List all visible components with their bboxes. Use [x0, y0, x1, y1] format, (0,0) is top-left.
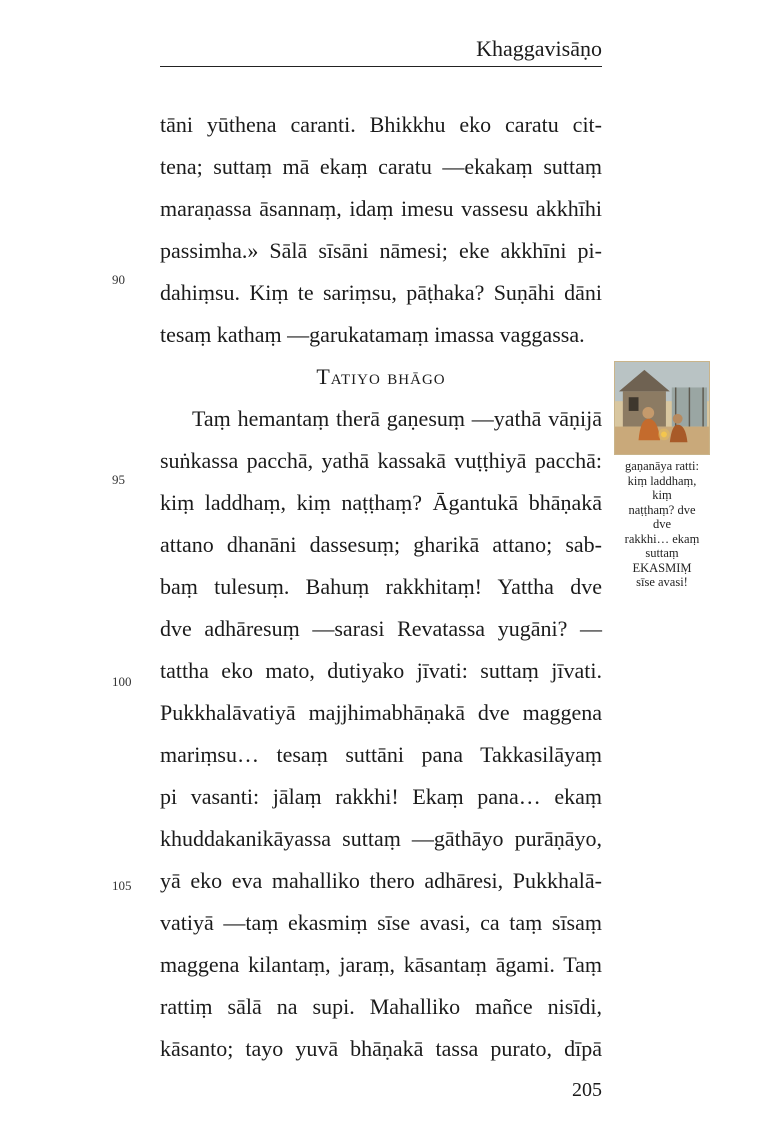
text-line: Taṃ hemantaṃ therā gaṇesuṃ —yathā vāṇijā: [192, 406, 602, 431]
sidenote-line: dve: [652, 517, 672, 531]
sidenote-line: sīse avasi!: [636, 575, 688, 589]
text-line: dve adhāresuṃ —sarasi Revatassa yugāni? —: [160, 616, 602, 641]
text-line: maggena kilantaṃ, jaraṃ, kāsantaṃ āgami. Taṃ: [160, 952, 602, 977]
text-line: mariṃsu… tesaṃ suttāni pana Takkasilāyaṃ: [160, 742, 602, 767]
text-line: tattha eko mato, dutiyako jīvati: suttaṃ jīvati.: [160, 658, 602, 683]
text-line: rattiṃ sālā na supi. Mahalliko mañce nisīdi,: [160, 994, 602, 1019]
running-head: Khaggavisāṇo: [476, 36, 602, 61]
text-line: attano dhanāni dassesuṃ; gharikā attano; sab-: [160, 532, 602, 557]
text-line: khuddakanikāyassa suttaṃ —gāthāyo purāṇāyo,: [160, 826, 602, 851]
text-line: kiṃ laddhaṃ, kiṃ naṭṭhaṃ? Āgantukā bhāṇakā: [160, 490, 602, 515]
main-text: [160, 104, 602, 1070]
text-line: pi vasanti: jālaṃ rakkhi! Ekaṃ pana… ekaṃ: [160, 784, 602, 809]
section-heading: Tatiyo bhāgo: [316, 364, 446, 389]
sidenote-line: gaṇanāya ratti:: [625, 459, 699, 473]
line-number: 105: [112, 878, 132, 893]
text-line: yā eko eva mahalliko thero adhāresi, Pukkhalā-: [160, 868, 602, 893]
text-line: Pukkhalāvatiyā majjhimabhāṇakā dve maggena: [160, 700, 602, 725]
sidenote-line: EKASMIṂ: [632, 560, 692, 575]
text-line: baṃ tulesuṃ. Bahuṃ rakkhitaṃ! Yattha dve: [160, 574, 602, 599]
sidenote-line: kiṃ: [652, 488, 672, 502]
text-line: kāsanto; tayo yuvā bhāṇakā tassa purato, dīpā: [160, 1036, 602, 1061]
sidenote-illustration: [614, 361, 710, 455]
text-line: suṅkassa pacchā, yathā kassakā vuṭṭhiyā pacchā:: [160, 448, 602, 473]
text-line: dahiṃsu. Kiṃ te sariṃsu, pāṭhaka? Suṇāhi dāni: [160, 280, 602, 305]
text-line: tāni yūthena caranti. Bhikkhu eko caratu cit-: [160, 112, 602, 137]
page-number: 205: [572, 1079, 602, 1101]
text-line: maraṇassa āsannaṃ, idaṃ imesu vassesu akkhīhi: [160, 196, 602, 221]
sidenote-line: rakkhi… ekaṃ: [624, 531, 700, 546]
text-line: passimha.» Sālā sīsāni nāmesi; eke akkhīni pi-: [160, 238, 602, 263]
sidenote-line: suttaṃ: [645, 546, 679, 560]
line-number: 90: [112, 272, 125, 287]
sidenote-caption: [612, 459, 712, 590]
sidenote-line: kiṃ laddhaṃ,: [627, 473, 697, 488]
text-line: vatiyā —taṃ ekasmiṃ sīse avasi, ca taṃ sīsaṃ: [160, 910, 602, 935]
text-line: tesaṃ kathaṃ —garukatamaṃ imassa vaggassa.: [160, 322, 585, 347]
header-rule: [160, 66, 602, 67]
line-number: 100: [112, 674, 132, 689]
line-number: 95: [112, 472, 125, 487]
text-line: tena; suttaṃ mā ekaṃ caratu —ekakaṃ suttaṃ: [160, 154, 602, 179]
sidenote-line: naṭṭhaṃ? dve: [628, 502, 696, 517]
